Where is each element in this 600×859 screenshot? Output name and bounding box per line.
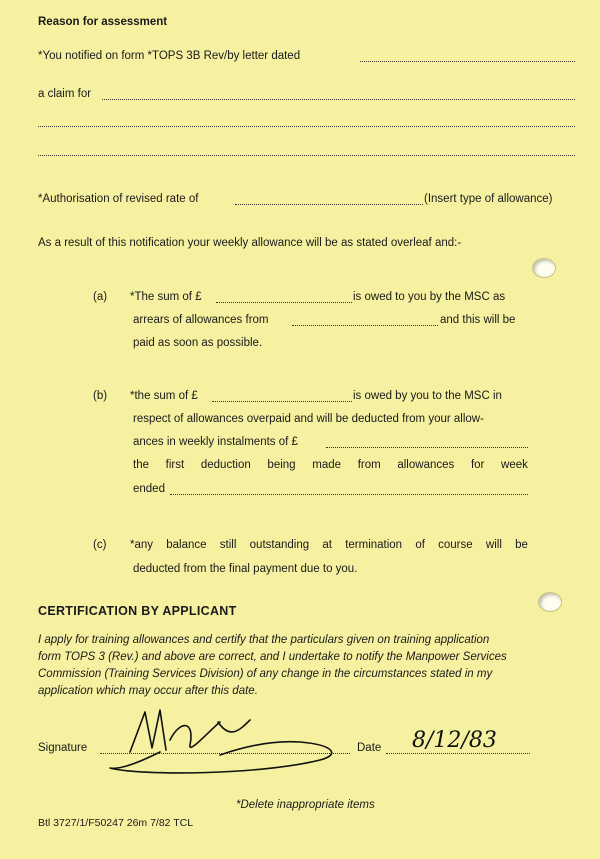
- handwritten-signature: [100, 700, 360, 780]
- word: at: [322, 539, 332, 551]
- word: course: [438, 539, 473, 551]
- claim-for-field-line-2[interactable]: [38, 126, 575, 127]
- item-c-deducted-text: deducted from the final payment due to you.: [133, 563, 358, 575]
- word: being: [267, 459, 296, 471]
- word: *any: [130, 539, 154, 551]
- word: allowances: [397, 459, 455, 471]
- certification-paragraph-line-2: form TOPS 3 (Rev.) and above are correct, and I undertake to notify the Manpower Services: [38, 651, 507, 663]
- date-field[interactable]: [386, 753, 530, 754]
- word: made: [312, 459, 342, 471]
- word: will: [485, 539, 502, 551]
- word: termination: [345, 539, 403, 551]
- item-b-first-deduction-line: [133, 458, 528, 472]
- claim-for-field[interactable]: [102, 99, 575, 100]
- item-a-arrears-field[interactable]: [292, 325, 438, 326]
- item-a-sum-text: *The sum of £: [130, 291, 202, 303]
- certification-paragraph-line-1: I apply for training allowances and certify that the particulars given on training application: [38, 634, 490, 646]
- item-b-instalments-field[interactable]: [326, 447, 528, 448]
- item-a-arrears-text: arrears of allowances from: [133, 314, 269, 326]
- revised-rate-field[interactable]: [235, 204, 423, 205]
- item-b-owed-text: is owed by you to the MSC in: [353, 390, 502, 402]
- certification-paragraph-line-3: Commission (Training Services Division) of any change in the circumstances stated in my: [38, 668, 493, 680]
- delete-note: *Delete inappropriate items: [236, 799, 375, 811]
- item-c-label: (c): [93, 539, 107, 551]
- item-a-label: (a): [93, 291, 108, 303]
- authorisation-text: *Authorisation of revised rate of: [38, 193, 199, 205]
- word: deduction: [200, 459, 251, 471]
- form-code: Btl 3727/1/F50247 26m 7/82 TCL: [38, 817, 194, 829]
- date-label: Date: [357, 742, 382, 754]
- notified-line-text: *You notified on form *TOPS 3B Rev/by letter dated: [38, 50, 301, 62]
- item-b-label: (b): [93, 390, 108, 402]
- date-value: 8/12/83: [412, 728, 497, 753]
- signature-label: Signature: [38, 742, 88, 754]
- word: from: [357, 459, 381, 471]
- word: of: [415, 539, 425, 551]
- word: first: [165, 459, 185, 471]
- word: be: [515, 539, 528, 551]
- certification-heading: CERTIFICATION BY APPLICANT: [38, 604, 237, 618]
- word: outstanding: [249, 539, 310, 551]
- item-c-balance-line: [130, 538, 528, 552]
- certification-paragraph-line-4: application which may occur after this date.: [38, 685, 258, 697]
- allowance-type-hint: (Insert type of allowance): [424, 193, 553, 205]
- item-a-paid-text: paid as soon as possible.: [133, 337, 263, 349]
- item-b-sum-text: *the sum of £: [130, 390, 198, 402]
- claim-for-text: a claim for: [38, 88, 92, 100]
- result-intro: As a result of this notification your weekly allowance will be as stated overleaf and:-: [38, 237, 462, 249]
- item-b-sum-field[interactable]: [212, 401, 352, 402]
- word: for: [470, 459, 485, 471]
- item-a-will-be-text: and this will be: [440, 314, 516, 326]
- item-a-sum-field[interactable]: [216, 302, 352, 303]
- reason-heading: Reason for assessment: [38, 16, 168, 28]
- item-a-owed-text: is owed to you by the MSC as: [353, 291, 506, 303]
- punch-hole-top: [532, 258, 556, 278]
- word: the: [133, 459, 149, 471]
- word: week: [501, 459, 528, 471]
- punch-hole-bottom: [538, 592, 562, 612]
- item-b-respect-text: respect of allowances overpaid and will be deducted from your allow-: [133, 413, 484, 425]
- item-b-ended-text: ended: [133, 483, 165, 495]
- item-b-instalments-text: ances in weekly instalments of £: [133, 436, 298, 448]
- claim-for-field-line-3[interactable]: [38, 155, 575, 156]
- word: balance: [166, 539, 207, 551]
- item-b-ended-field[interactable]: [170, 494, 528, 495]
- word: still: [219, 539, 237, 551]
- notified-date-field[interactable]: [360, 61, 575, 62]
